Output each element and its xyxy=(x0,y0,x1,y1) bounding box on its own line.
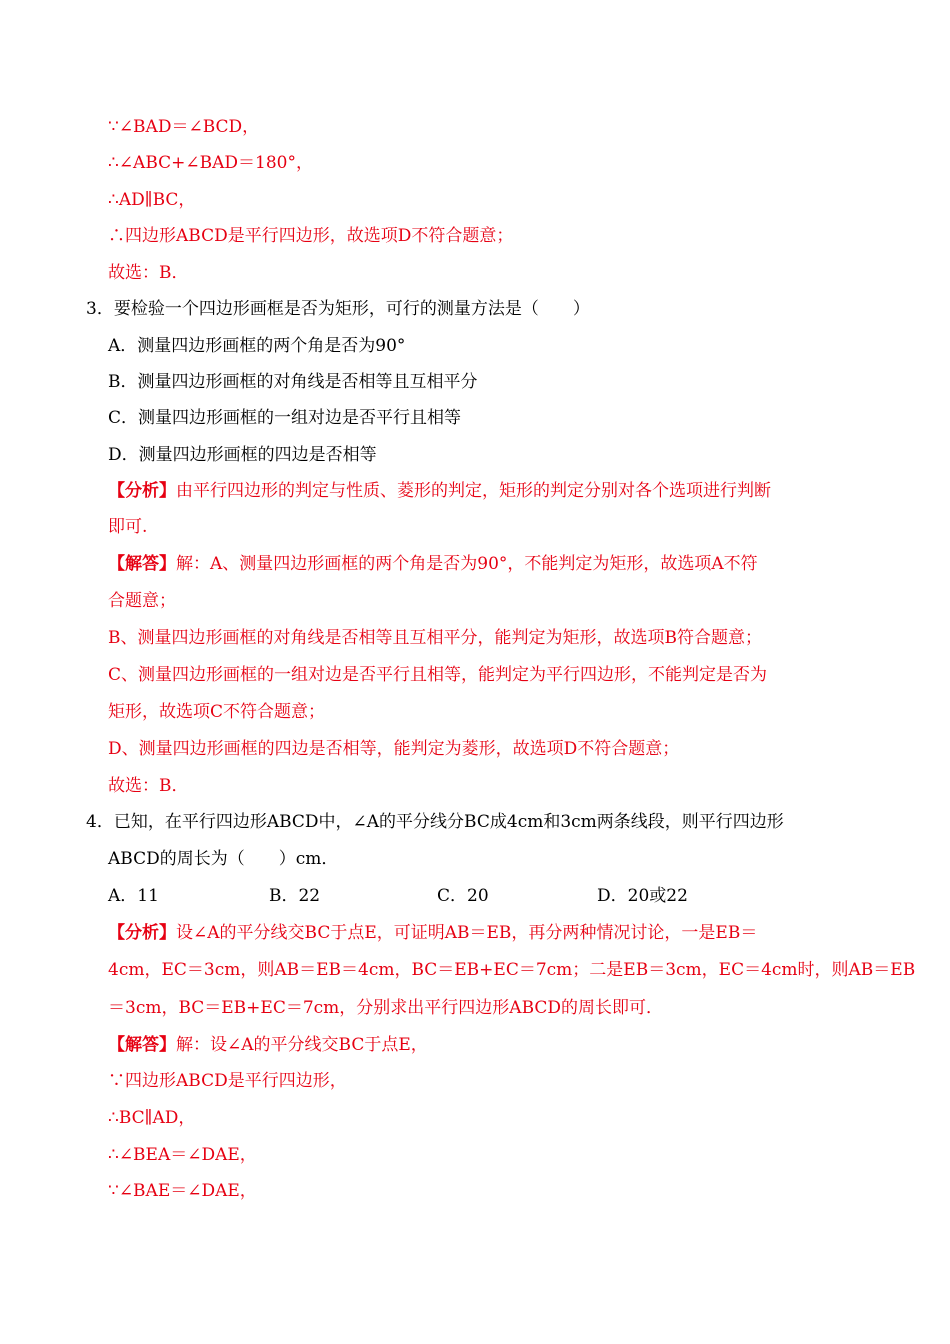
solution-text: 矩形，故选项C不符合题意； xyxy=(108,702,326,722)
solution-step: ∵∠BAD＝∠BCD， xyxy=(108,117,260,137)
question-4-analysis xyxy=(108,918,757,948)
solution-text: D、测量四边形画框的四边是否相等，能判定为菱形，故选项D不符合题意； xyxy=(108,739,680,759)
question-4-option-a: A．11 xyxy=(108,886,159,906)
solution-step: ∵四边形ABCD是平行四边形， xyxy=(108,1071,347,1091)
solution-label: 【解答】 xyxy=(108,554,176,574)
solution-text: B、测量四边形画框的对角线是否相等且互相平分，能判定为矩形，故选项B符合题意； xyxy=(108,628,762,648)
solution-text: 解：A、测量四边形画框的两个角是否为90°，不能判定为矩形，故选项A不符 xyxy=(176,554,758,574)
solution-step: ∴BC∥AD， xyxy=(108,1108,196,1128)
solution-text: 合题意； xyxy=(108,591,176,611)
solution-conclusion: 故选：B． xyxy=(108,263,189,283)
question-4-option-c: C．20 xyxy=(437,886,489,906)
solution-label: 【解答】 xyxy=(108,1035,176,1055)
analysis-text: 由平行四边形的判定与性质、菱形的判定，矩形的判定分别对各个选项进行判断 xyxy=(176,481,771,501)
question-3-option-d: D．测量四边形画框的四边是否相等 xyxy=(108,445,377,465)
question-3-option-b: B．测量四边形画框的对角线是否相等且互相平分 xyxy=(108,372,478,392)
analysis-label: 【分析】 xyxy=(108,481,176,501)
question-4-option-b: B．22 xyxy=(269,886,321,906)
question-3-stem: 3．要检验一个四边形画框是否为矩形，可行的测量方法是（ ） xyxy=(86,299,590,319)
solution-text: 解：设∠A的平分线交BC于点E， xyxy=(176,1035,428,1055)
question-3-option-c: C．测量四边形画框的一组对边是否平行且相等 xyxy=(108,408,462,428)
question-3-option-a: A．测量四边形画框的两个角是否为90° xyxy=(108,336,406,356)
analysis-label: 【分析】 xyxy=(108,923,176,943)
analysis-text: 4cm，EC＝3cm，则AB＝EB＝4cm，BC＝EB+EC＝7cm；二是EB＝3cm，EC＝4cm时，则AB＝EB xyxy=(108,960,916,980)
analysis-text: 设∠A的平分线交BC于点E，可证明AB＝EB，再分两种情况讨论，一是EB＝ xyxy=(176,923,758,943)
solution-step: ∴∠BEA＝∠DAE， xyxy=(108,1145,257,1165)
question-3-analysis xyxy=(108,476,771,506)
analysis-text: 即可. xyxy=(108,517,148,537)
question-4-option-d: D．20或22 xyxy=(597,886,688,906)
question-4-solution xyxy=(108,1030,428,1060)
question-4-options xyxy=(0,881,950,911)
solution-step: ∴AD∥BC， xyxy=(108,190,196,210)
solution-text: C、测量四边形画框的一组对边是否平行且相等，能判定为平行四边形，不能判定是否为 xyxy=(108,665,768,685)
analysis-text: ＝3cm，BC＝EB+EC＝7cm，分别求出平行四边形ABCD的周长即可． xyxy=(108,998,664,1018)
question-3-solution xyxy=(108,549,758,579)
solution-step: ∴四边形ABCD是平行四边形，故选项D不符合题意； xyxy=(108,226,514,246)
solution-step: ∵∠BAE＝∠DAE， xyxy=(108,1181,257,1201)
question-4-stem-cont: ABCD的周长为（ ）cm． xyxy=(108,849,339,869)
solution-step: ∴∠ABC+∠BAD＝180°， xyxy=(108,153,313,173)
question-4-stem: 4．已知，在平行四边形ABCD中，∠A的平分线分BC成4cm和3cm两条线段，则平行四边形 xyxy=(86,812,784,832)
solution-conclusion: 故选：B． xyxy=(108,776,189,796)
